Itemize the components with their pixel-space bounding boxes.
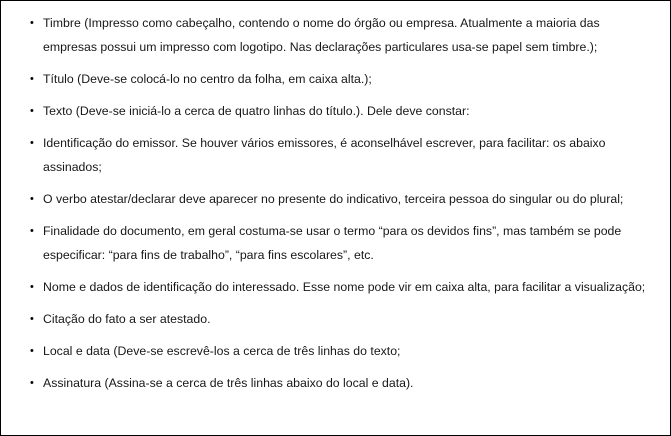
- list-item: [13, 99, 656, 123]
- list-item-text: Timbre (Impresso como cabeçalho, contendo o nome do órgão ou empresa. Atualmente a maioria das empresas possui um impresso com logotipo. Nas declarações particulares usa-se papel sem timbre.);: [43, 16, 600, 54]
- list-item-text: Título (Deve-se colocá-lo no centro da folha, em caixa alta.);: [43, 72, 372, 86]
- list-item: [13, 371, 656, 395]
- declaration-parts-list: [13, 11, 656, 395]
- bullet-icon: •: [30, 313, 34, 325]
- bullet-icon: •: [30, 225, 34, 237]
- list-item: [13, 339, 656, 363]
- list-item-text: Finalidade do documento, em geral costuma-se usar o termo “para os devidos fins”, mas também se pode especificar: “para fins de trabalho”, “para fins escolares”, etc.: [43, 224, 622, 262]
- bullet-icon: •: [30, 345, 34, 357]
- list-item-text: Citação do fato a ser atestado.: [43, 312, 211, 326]
- list-item-text: Identificação do emissor. Se houver vários emissores, é aconselhável escrever, para facilitar: os abaixo assinados;: [43, 136, 606, 174]
- bullet-icon: •: [30, 73, 34, 85]
- bullet-icon: •: [30, 377, 34, 389]
- list-item-text: O verbo atestar/declarar deve aparecer no presente do indicativo, terceira pessoa do singular ou do plural;: [43, 192, 624, 206]
- list-item-text: Nome e dados de identificação do interessado. Esse nome pode vir em caixa alta, para facilitar a visualização;: [43, 280, 646, 294]
- list-item: [13, 307, 656, 331]
- list-item-text: Texto (Deve-se iniciá-lo a cerca de quatro linhas do título.). Dele deve constar:: [43, 104, 470, 118]
- list-item: [13, 11, 656, 59]
- bullet-icon: •: [30, 193, 34, 205]
- list-item: [13, 131, 656, 179]
- bullet-icon: •: [30, 105, 34, 117]
- list-item: [13, 275, 656, 299]
- list-item: [13, 187, 656, 211]
- list-item-text: Local e data (Deve-se escrevê-los a cerca de três linhas do texto;: [43, 344, 401, 358]
- bullet-icon: •: [30, 137, 34, 149]
- bullet-icon: •: [30, 17, 34, 29]
- list-item-text: Assinatura (Assina-se a cerca de três linhas abaixo do local e data).: [43, 376, 414, 390]
- bullet-icon: •: [30, 281, 34, 293]
- list-item: [13, 67, 656, 91]
- list-item: [13, 219, 656, 267]
